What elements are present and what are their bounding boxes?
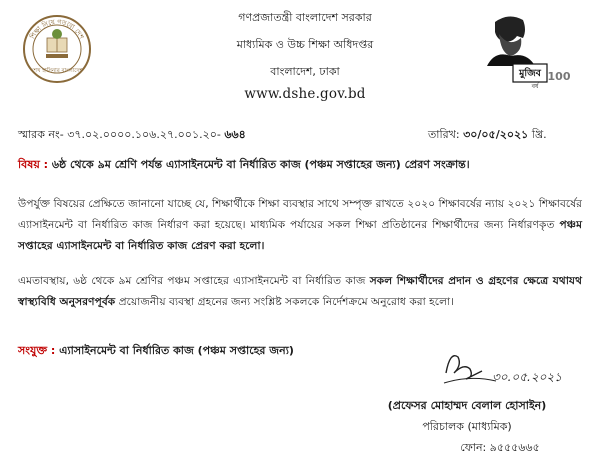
signature-date: ৩০.০৫.২০২১: [492, 370, 563, 384]
memo-handwritten-suffix: ৬৬৪: [224, 128, 246, 141]
signatory-title: পরিচালক (মাধ্যমিক): [422, 420, 512, 433]
mujib-borsho-logo: [465, 8, 570, 90]
logo-arc-text: শিক্ষা নিয়ে গড়বো দেশ: [28, 17, 86, 41]
paragraph-2-part2: প্রয়োজনীয় ব্যবস্থা গ্রহনের জন্য সংশ্লিষ্ট সকলকে নির্দেশক্রমে অনুরোধ করা হলো।: [118, 295, 454, 308]
mujib-subtitle: বর্ষ: [531, 83, 539, 90]
enclosure-line: [18, 342, 294, 361]
enclosure-text: এ্যাসাইনমেন্ট বা নির্ধারিত কাজ (পঞ্চম সপ্তাহের জন্য): [59, 344, 294, 357]
header-government: গণপ্রজাতন্ত্রী বাংলাদেশ সরকার: [238, 11, 372, 24]
paragraph-1-text: উপর্যুক্ত বিষয়ের প্রেক্ষিতে জানানো যাচ্ছে যে, শিক্ষার্থীকে শিক্ষা ব্যবস্থার সাথে সম্পৃক্ত রাখতে ২০২০ শিক্ষাবর্ষের ন্যায় ২০২১ শিক্ষাবর্ষের এ্যাসাইনমেন্ট বা নির্ধারিত কাজ নির্ধারণ করা হয়েছে। মাধ্যমিক পর্যায়ের সকল শিক্ষা প্রতিষ্ঠানের শিক্ষার্থীদের জন্য নির্ধারণকৃত: [18, 197, 582, 231]
date-suffix: খ্রি.: [531, 128, 547, 141]
signatory-name: (প্রফেসর মোহাম্মদ বেলাল হোসাইন): [387, 399, 547, 412]
body-paragraph-1: [18, 193, 582, 256]
date-line: [428, 126, 547, 145]
subject-label: বিষয় :: [18, 158, 49, 171]
dshe-logo: [22, 14, 92, 84]
memo-label: স্মারক নং-: [18, 128, 64, 141]
memo-number-line: [18, 126, 246, 145]
signatory-phone: ফোন: ৯৫৫৫৬৬৫: [460, 441, 540, 454]
subject-text: ৬ষ্ঠ থেকে ৯ম শ্রেণি পর্যন্ত এ্যাসাইনমেন্ট বা নির্ধারিত কাজ (পঞ্চম সপ্তাহের জন্য) প্রেরণ সংক্রান্ত।: [51, 158, 470, 171]
header-directorate: মাধ্যমিক ও উচ্চ শিক্ষা অধিদপ্তর: [236, 38, 374, 51]
subject-line: [18, 156, 583, 175]
body-paragraph-2: [18, 270, 582, 312]
paragraph-2-bold: সকল শিক্ষার্থীদের প্রদান ও গ্রহণের ক্ষেত্রে যথাযথ স্বাস্থ্যবিধি অনুসরণপূর্বক: [18, 274, 582, 308]
header-website: www.dshe.gov.bd: [244, 86, 366, 102]
paragraph-1-bold: পঞ্চম সপ্তাহের এ্যাসাইনমেন্ট বা নির্ধারিত কাজ প্রেরণ করা হলো।: [18, 218, 582, 252]
mujib-number: 100: [547, 70, 570, 83]
memo-number: ৩৭.০২.০০০০.১০৬.২৭.০০১.২০-: [67, 128, 221, 141]
logo-bottom-text: শেখ হাসিনার বাংলাদেশ: [31, 68, 83, 74]
date-label: তারিখ:: [428, 128, 460, 141]
header-location: বাংলাদেশ, ঢাকা: [270, 65, 340, 78]
handwritten-signature: [440, 343, 580, 393]
paragraph-2-part1: এমতাবস্থায়, ৬ষ্ঠ থেকে ৯ম শ্রেণির পঞ্চম সপ্তাহের এ্যাসাইনমেন্ট বা নির্ধারিত কাজ: [18, 274, 366, 287]
mujib-name: মুজিব: [519, 68, 541, 79]
enclosure-label: সংযুক্ত :: [18, 344, 56, 357]
date-value: ৩০/০৫/২০২১: [463, 128, 529, 141]
